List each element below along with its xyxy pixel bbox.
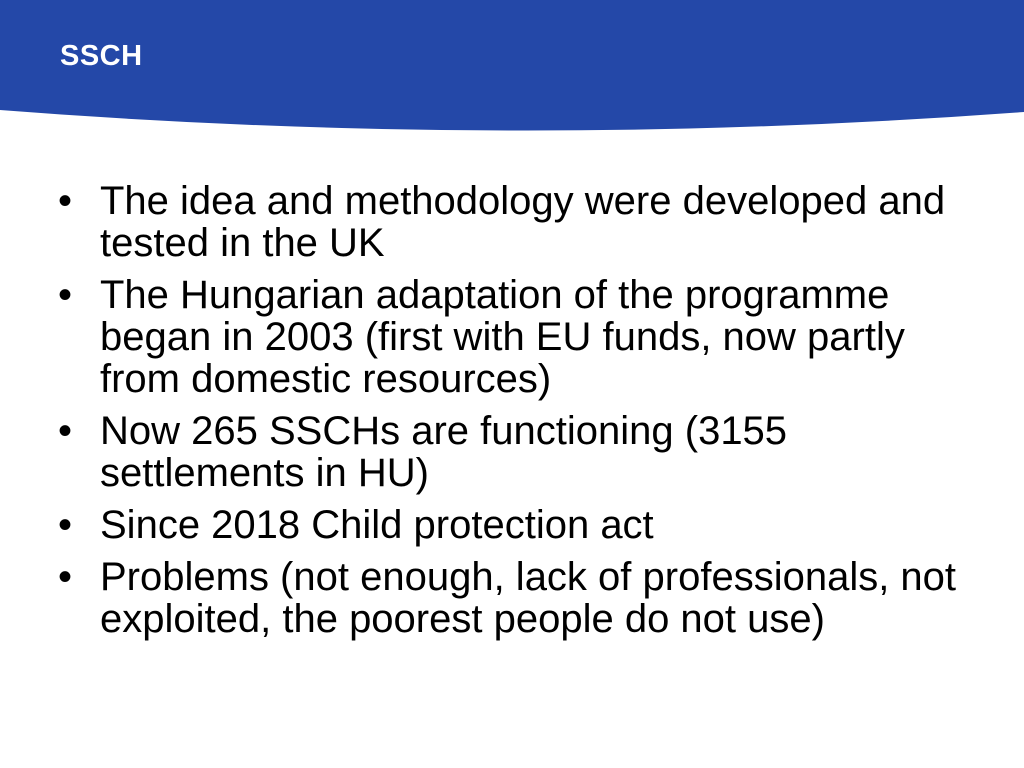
bullet-item	[58, 556, 978, 640]
header-wave-shape	[0, 0, 1024, 131]
bullet-icon: •	[58, 503, 73, 547]
bullet-item	[58, 274, 978, 400]
header-background	[0, 0, 1024, 140]
bullet-icon: •	[58, 409, 73, 453]
bullet-icon: •	[58, 555, 73, 599]
bullet-item	[58, 180, 978, 264]
slide-title: SSCH	[60, 40, 143, 72]
bullet-text: The Hungarian adaptation of the programme began in 2003 (first with EU funds, now partly from domestic resources)	[100, 273, 905, 401]
bullet-text: Since 2018 Child protection act	[100, 503, 654, 547]
bullet-item	[58, 410, 978, 494]
bullet-text: Now 265 SSCHs are functioning (3155 settlements in HU)	[100, 409, 788, 495]
bullet-list	[58, 180, 978, 650]
header-band	[0, 0, 1024, 140]
bullet-icon: •	[58, 179, 73, 223]
bullet-text: The idea and methodology were developed and tested in the UK	[100, 179, 946, 265]
bullet-icon: •	[58, 273, 73, 317]
bullet-item	[58, 504, 978, 546]
bullet-text: Problems (not enough, lack of professionals, not exploited, the poorest people do not use)	[100, 555, 957, 641]
